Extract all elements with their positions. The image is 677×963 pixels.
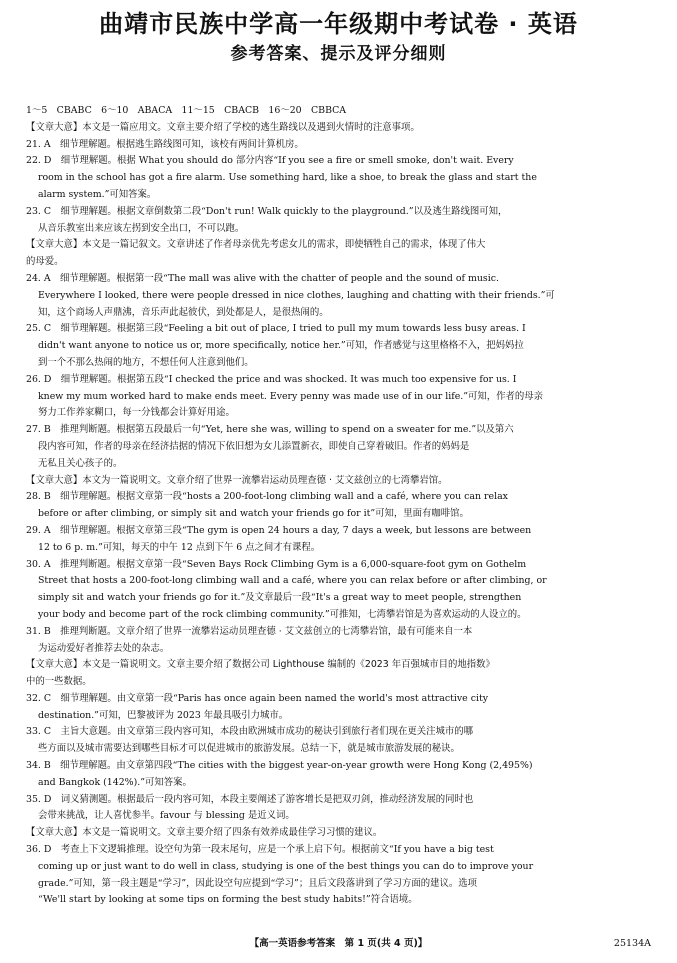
summary-line: 中的一些数据。: [26, 676, 92, 688]
answer-line: before or after climbing, or simply sit and watch your friends go for it”可知，里面有咖啡馆。: [38, 508, 469, 520]
answer-line: 到一个不那么热闹的地方，不想任何人注意到他们。: [38, 356, 254, 368]
page-subtitle: 参考答案、提示及评分细则: [230, 44, 447, 64]
footer-code: 25134A: [613, 938, 651, 949]
answer-line: 会带来挑战，让人喜忧参半。favour 与 blessing 是近义词。: [38, 810, 295, 822]
summary-line: 【文章大意】本文是一篇说明文。文章主要介绍了数据公司 Lighthouse 编制的《2023 年百强城市目的地指数》: [26, 659, 495, 671]
answer-line: 1～5 CBABC 6～10 ABACA 11～15 CBACB 16～20 CBBCA: [26, 105, 347, 116]
answer-line: “We'll start by looking at some tips on forming the best study habits!”符合语境。: [38, 894, 418, 906]
answer-line: knew my mum worked hard to make ends meet. Every penny was made use of in our life.”可知，作者的母亲: [38, 390, 544, 402]
answer-line: 无私且关心孩子的。: [38, 457, 123, 469]
answer-line: 30. A 推理判断题。根据文章第一段“Seven Bays Rock Climbing Gym is a 6,000-square-foot gym on Gothelm: [26, 558, 527, 570]
answer-line: your body and become part of the rock climbing community.”可推知，七湾攀岩馆是为喜欢运动的人设立的。: [38, 608, 527, 620]
answer-line: 28. B 细节理解题。根据文章第一段“hosts a 200-foot-long climbing wall and a café, where you can relax: [26, 491, 508, 503]
answer-line: and Bangkok (142%).”可知答案。: [38, 776, 192, 788]
answer-line: destination.”可知，巴黎被评为 2023 年最具吸引力城市。: [38, 709, 289, 721]
answer-body: [26, 103, 652, 909]
answer-line: simply sit and watch your friends go for it.”及文章最后一段“It's a great way to meet people, strengthen: [38, 592, 522, 604]
answer-line: Everywhere I looked, there were people dressed in nice clothes, laughing and chatting with their friends.”可: [38, 289, 555, 301]
answer-line: 24. A 细节理解题。根据第一段“The mall was alive with the chatter of people and the sound of music.: [26, 272, 499, 284]
answer-line: didn't want anyone to notice us or, more specifically, notice her.”可知，作者感觉与这里格格不入，把妈妈拉: [38, 340, 524, 352]
answer-line: 21. A 细节理解题。根据逃生路线图可知，该校有两间计算机房。: [26, 138, 304, 150]
answer-line: Street that hosts a 200-foot-long climbing wall and a café, where you can relax before or after climbing, or: [38, 575, 547, 587]
summary-line: 【文章大意】本文是一篇记叙文。文章讲述了作者母亲优先考虑女儿的需求，即使牺牲自己的需求，体现了伟大: [26, 239, 486, 251]
answer-line: 35. D 词义猜测题。根据最后一段内容可知，本段主要阐述了游客增长是把双刃剑，推动经济发展的同时也: [26, 793, 474, 805]
answer-line: grade.”可知，第一段主题是“学习”，因此设空句应提到“学习”；且后文段落讲到了学习方面的建议。选项: [38, 877, 477, 889]
summary-line: 的母爱。: [26, 256, 64, 268]
page-footer: [0, 936, 677, 952]
answer-line: 31. B 推理判断题。文章介绍了世界一流攀岩运动员理查德 · 艾文兹创立的七湾攀岩馆，最有可能来自一本: [26, 625, 473, 637]
answer-line: 12 to 6 p. m.”可知，每天的中午 12 点到下午 6 点之间才有课程。: [38, 541, 321, 553]
answer-line: 32. C 细节理解题。由文章第一段“Paris has once again been named the world's most attractive city: [26, 692, 489, 704]
answer-line: alarm system.”可知答案。: [38, 188, 157, 200]
answer-line: 从音乐教室出来应该左拐到安全出口，不可以跑。: [38, 222, 245, 234]
answer-line: 为运动爱好者推荐去处的杂志。: [38, 642, 170, 654]
answer-line: 22. D 细节理解题。根据 What you should do 部分内容“If you see a fire or smell smoke, don't wait. Every: [26, 155, 514, 167]
answer-line: 努力工作养家糊口，每一分钱都会计算好用途。: [38, 407, 235, 419]
answer-line: 33. C 主旨大意题。由文章第三段内容可知，本段由欧洲城市成功的秘诀引到旅行者们现在更关注城市的哪: [26, 726, 473, 738]
answer-line: 26. D 细节理解题。根据第五段“I checked the price and was shocked. It was much too expensive for us. I: [26, 373, 517, 385]
answer-line: 34. B 细节理解题。由文章第四段“The cities with the biggest year-on-year growth were Hong Kong (2,495%): [26, 760, 533, 772]
answer-line: 知，这个商场人声鼎沸，音乐声此起彼伏，到处都是人，是很热闹的。: [38, 306, 329, 318]
answer-line: 27. B 推理判断题。根据第五段最后一句“Yet, here she was, willing to spend on a sweater for me.”以及第六: [26, 424, 514, 436]
page-title: 曲靖市民族中学高一年级期中考试卷 · 英语: [99, 10, 578, 38]
answer-line: 些方面以及城市需要达到哪些目标才可以促进城市的旅游发展。总结一下，就是城市旅游发展的秘诀。: [38, 743, 460, 755]
footer-page-label: 【高一英语参考答案 第 1 页(共 4 页)】: [249, 938, 428, 949]
summary-line: 【文章大意】本文为一篇说明文。文章介绍了世界一流攀岩运动员理查德 · 艾文兹创立的七湾攀岩馆。: [26, 474, 448, 486]
answer-line: coming up or just want to do well in class, studying is one of the best things you can do to improve your: [38, 860, 534, 872]
answer-line: 36. D 考查上下文逻辑推理。设空句为第一段末尾句，应是一个承上启下句。根据前文“If you have a big test: [26, 844, 494, 856]
answer-line: 29. A 细节理解题。根据文章第三段“The gym is open 24 hours a day, 7 days a week, but lessons are between: [26, 524, 532, 536]
answer-line: 25. C 细节理解题。根据第三段“Feeling a bit out of place, I tried to pull my mum towards less busy areas. I: [26, 323, 526, 335]
summary-line: 【文章大意】本文是一篇应用文。文章主要介绍了学校的逃生路线以及遇到火情时的注意事项。: [26, 121, 420, 133]
answer-line: 23. C 细节理解题。根据文章倒数第二段“Don't run! Walk quickly to the playground.”以及逃生路线图可知，: [26, 205, 508, 217]
answer-line: 段内容可知，作者的母亲在经济拮据的情况下依旧想为女儿添置新衣，即使自己穿着破旧。作者的妈妈是: [38, 440, 470, 452]
answer-line: room in the school has got a fire alarm. Use something hard, like a shoe, to break the glass and start the: [38, 172, 537, 184]
summary-line: 【文章大意】本文是一篇说明文。文章主要介绍了四条有效养成最佳学习习惯的建议。: [26, 827, 383, 839]
